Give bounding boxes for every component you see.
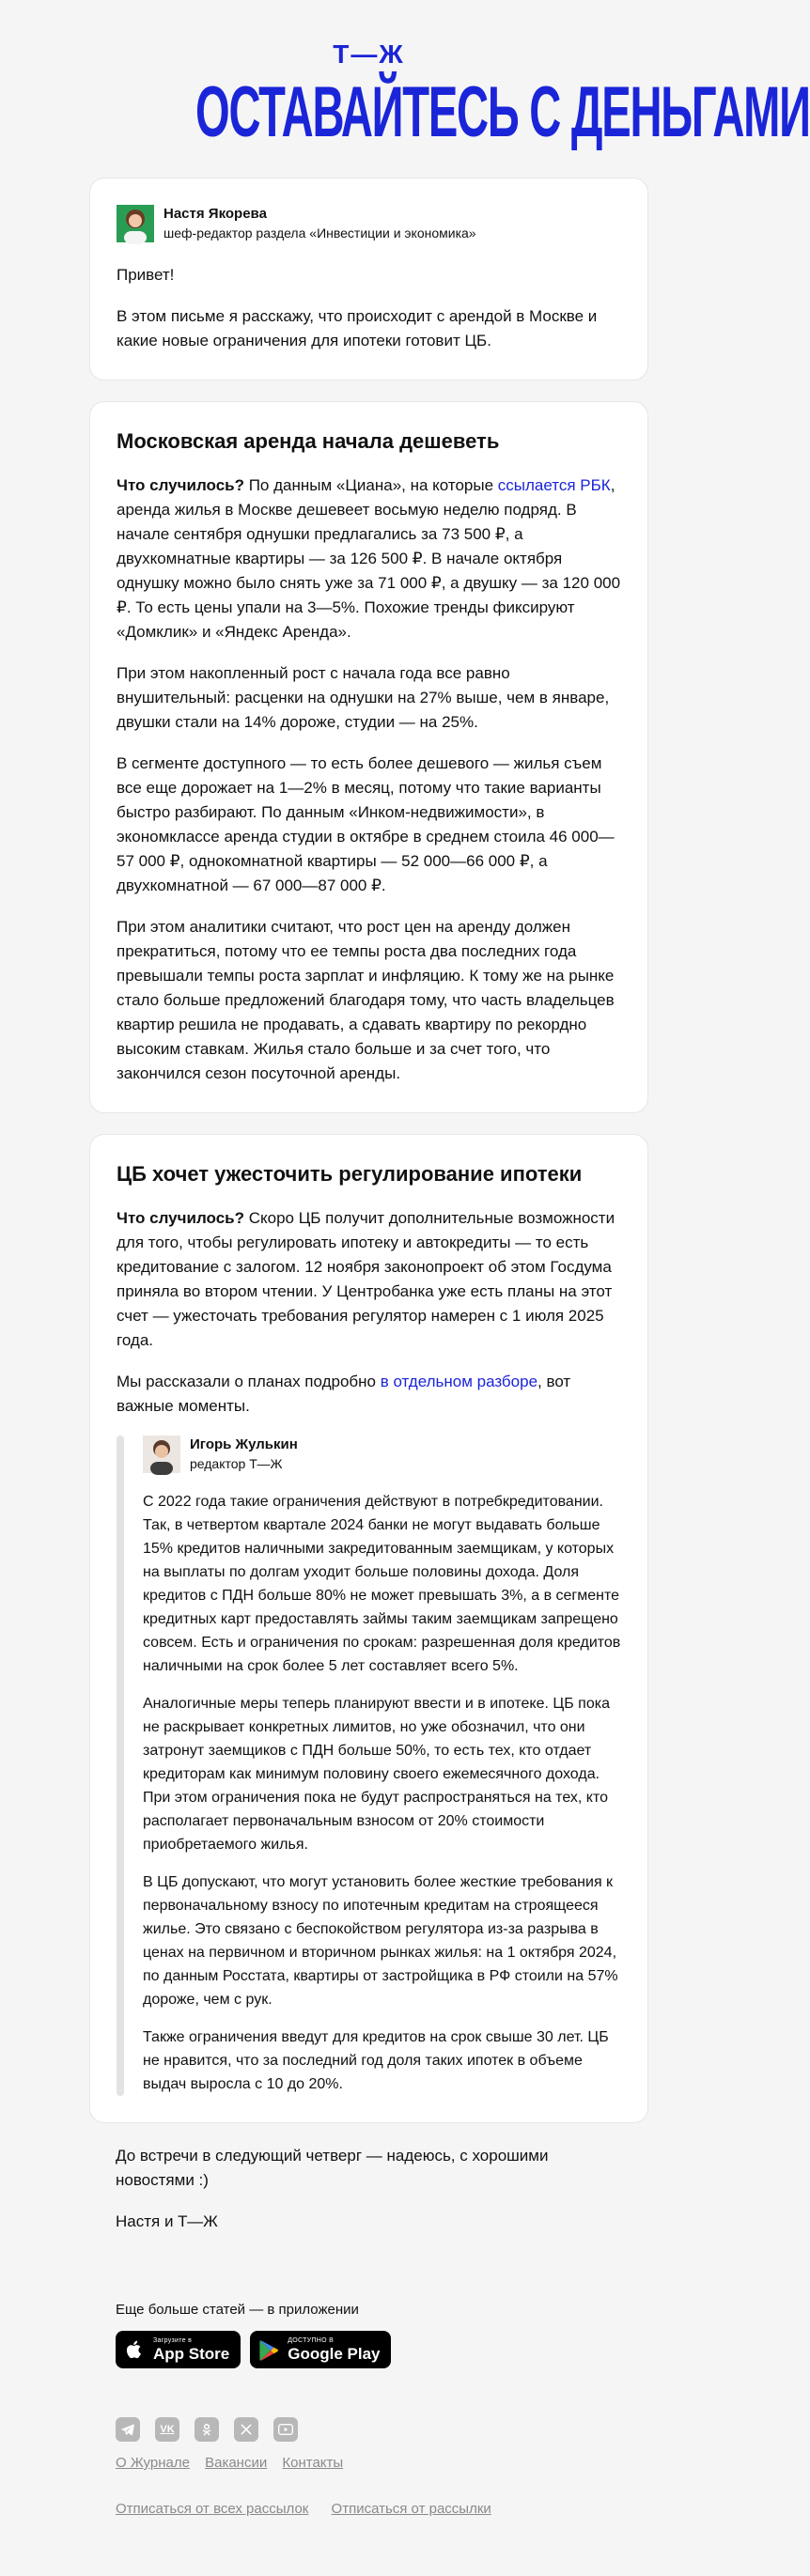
rent-paragraph-1 (117, 473, 621, 644)
what-happened-label: Что случилось? (117, 476, 244, 494)
quote-author-avatar-icon (143, 1435, 180, 1473)
avatar (117, 205, 154, 242)
outro (89, 2144, 648, 2234)
author-role: шеф-редактор раздела «Инвестиции и экономика» (164, 225, 476, 241)
unsubscribe-links (89, 2501, 648, 2554)
appstore-big-text: App Store (153, 2345, 230, 2363)
google-play-button[interactable] (250, 2331, 391, 2368)
gplay-big-text: Google Play (288, 2345, 381, 2363)
rent-paragraph-2: При этом накопленный рост с начала года все равно внушительный: расценки на однушки на 27% выше, чем в январе, двушки стали на 14% дороже, студии — на 25%. (117, 664, 610, 731)
header (89, 0, 810, 178)
mortgage-text: Скоро ЦБ получит дополнительные возможности для того, чтобы регулировать ипотеку и автокредиты — то есть кредитование с залогом. 12 ноября законопроект об этом Госдума приняла во втором чтении. У Центробанка уже есть планы на этот счет — ужесточать требования регулятор намерен с 1 июля 2025 года. (117, 1209, 615, 1349)
ok-icon[interactable] (195, 2417, 219, 2442)
google-play-icon (257, 2338, 280, 2361)
tzh-logo[interactable]: Т—Ж (333, 39, 405, 69)
gplay-small-text: ДОСТУПНО В (288, 2337, 335, 2344)
signature: Настя и Т—Ж (116, 2212, 218, 2230)
jobs-link[interactable]: Вакансии (205, 2455, 268, 2471)
appstore-small-text: Загрузите в (153, 2337, 193, 2344)
rent-paragraph-4: При этом аналитики считают, что рост цен на аренду должен прекратиться, потому что ее темпы роста два последних года превышали темпы роста зарплат и инфляцию. К тому же на рынке стало больше предложений благодаря тому, что часть владельцев квартир решила не продавать, а сдавать квартиру по рекордно высоким ставкам. Жилья стало больше и за счет того, что закончился сезон посуточной аренды. (117, 918, 615, 1082)
author-block (117, 205, 621, 242)
mortgage-text: Мы рассказали о планах подробно (117, 1373, 381, 1390)
unsubscribe-link[interactable]: Отписаться от рассылки (331, 2501, 491, 2517)
mortgage-card (89, 1134, 648, 2123)
mortgage-paragraph-1 (117, 1206, 621, 1353)
intro-text: В этом письме я расскажу, что происходит с арендой в Москве и какие новые ограничения для ипотеки готовит ЦБ. (117, 307, 598, 349)
quote-author-role: редактор Т—Ж (190, 1456, 283, 1471)
store-buttons (89, 2331, 648, 2368)
app-promo-title: Еще больше статей — в приложении (116, 2302, 359, 2318)
rent-text: , аренда жилья в Москве дешевеет восьмую неделю подряд. В начале сентября однушки предлагались за 73 500 ₽, а двухкомнатные квартиры — за 126 500 ₽. В начале октября однушку можно было снять уже за 71 000 ₽, а двушку — за 120 000 ₽. То есть цены упали на 3—5%. Похожие тренды фиксируют «Домклик» и «Яндекс Аренда». (117, 476, 621, 641)
quote-paragraph-3: В ЦБ допускают, что могут установить более жесткие требования к первоначальному взносу по ипотечным кредитам на строящееся жилье. Это связано с беспокойством регулятора из-за разрыва в ценах на первичном и вторичном рынках жилья: на 1 октября 2024, по данным Росстата, квартиры от застройщика в РФ стоили на 57% дороже, чем с рук. (143, 1874, 618, 2008)
avatar (143, 1435, 180, 1473)
unsubscribe-all-link[interactable]: Отписаться от всех рассылок (116, 2501, 309, 2517)
contacts-link[interactable]: Контакты (282, 2455, 344, 2471)
what-happened-label: Что случилось? (117, 1209, 244, 1227)
rbc-link[interactable]: ссылается РБК (497, 476, 611, 494)
rent-title: Московская аренда начала дешеветь (117, 429, 500, 453)
rent-paragraph-3: В сегменте доступного — то есть более дешевого — жилья съем все еще дорожает на 1—2% в месяц, потому что такие варианты быстро разбирают. По данным «Инком-недвижимости», в экономклассе аренда студии в октябре в среднем стоила 46 000—57 000 ₽, однокомнатной квартиры — 52 000—66 000 ₽, а двухкомнатной — 67 000—87 000 ₽. (117, 754, 615, 894)
telegram-icon[interactable] (116, 2417, 140, 2442)
newsletter-headline: ОСТАВАЙТЕСЬ С ДЕНЬГАМИ (195, 72, 810, 152)
outro-text: До встречи в следующий четверг — надеюсь, с хорошими новостями :) (116, 2147, 549, 2189)
social-links (89, 2417, 648, 2442)
vk-icon[interactable]: VK (155, 2417, 179, 2442)
rent-text: По данным «Циана», на которые (243, 476, 498, 494)
rent-card (89, 401, 648, 1113)
quote-author-name: Игорь Жулькин (190, 1436, 298, 1452)
quote-paragraph-1: С 2022 года такие ограничения действуют в потребкредитовании. Так, в четвертом квартале 2024 банки не могут выдавать больше 15% кредитов наличными закредитованным заемщикам, у которых на выплаты по долгам уходит больше половины дохода. Доля кредитов с ПДН больше 80% не может превышать 3%, а в сегменте кредитных карт предоставлять займы таким заемщикам запрещено совсем. Есть и ограничения по срокам: разрешенная доля кредитов наличными на срок более 5 лет составляет всего 5%. (143, 1494, 621, 1674)
author-avatar-icon (117, 205, 154, 242)
mortgage-title: ЦБ хочет ужесточить регулирование ипотеки (117, 1162, 583, 1186)
quote-author-block (143, 1435, 621, 1473)
quote-paragraph-2: Аналогичные меры теперь планируют ввести и в ипотеке. ЦБ пока не раскрывает конкретных лимитов, но уже обозначил, что они затронут заемщиков с ПДН больше 50%, то есть тех, кто отдает кредиторам как минимум половину своего ежемесячного дохода. При этом ограничения пока не будут распространяться на тех, кто располагает первоначальным взносом от 20% стоимости приобретаемого жилья. (143, 1696, 610, 1853)
quote-paragraph-4: Также ограничения введут для кредитов на срок свыше 30 лет. ЦБ не нравится, что за последний год доля таких ипотек в объеме выдач выросла с 10 до 20%. (143, 2029, 609, 2092)
quote-bar (117, 1435, 124, 2096)
youtube-icon[interactable] (273, 2417, 298, 2442)
editor-quote (117, 1435, 621, 2096)
app-store-button[interactable] (116, 2331, 241, 2368)
about-link[interactable]: О Журнале (116, 2455, 190, 2471)
mortgage-paragraph-2 (117, 1370, 621, 1419)
greeting: Привет! (117, 266, 175, 284)
author-name: Настя Якорева (164, 206, 267, 222)
x-icon[interactable] (234, 2417, 258, 2442)
footer-links (89, 2455, 648, 2471)
intro-card (89, 178, 648, 380)
analysis-link[interactable]: в отдельном разборе (380, 1373, 538, 1390)
apple-icon (123, 2338, 146, 2361)
mortgage-text: , вот важные моменты. (117, 1373, 571, 1415)
